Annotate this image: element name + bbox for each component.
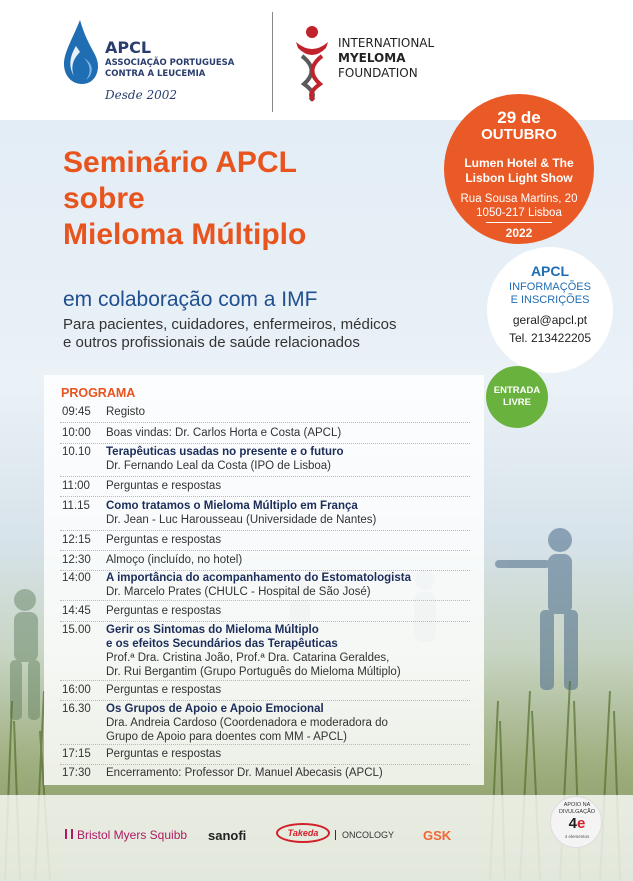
4e-label-line2: DIVULGAÇÃO [558,808,596,815]
audience-line2: e outros profissionais de saúde relacionados [63,334,360,351]
program-separator [60,496,470,497]
program-speaker: Dr. Jean - Luc Harousseau (Universidade de Nantes) [106,514,377,526]
program-speaker-cont: Grupo de Apoio para doentes com MM - APCL) [106,731,347,743]
program-separator [60,680,470,681]
audience-line1: Para pacientes, cuidadores, enfermeiros, médicos [63,316,397,333]
program-separator [60,476,470,477]
free-entry-line2: LIVRE [503,397,531,408]
program-panel [44,375,484,785]
program-description: Encerramento: Professor Dr. Manuel Abecasis (APCL) [106,767,383,779]
program-separator [60,422,470,423]
4e-badge [550,796,602,848]
program-speaker-cont: Dr. Rui Bergantim (Grupo Português do Mieloma Múltiplo) [106,666,401,678]
program-time: 12:15 [62,534,91,546]
program-separator [60,700,470,701]
program-separator [60,744,470,745]
program-time: 11:00 [62,480,90,492]
program-topic-cont: e os efeitos Secundários das Terapêuticas [106,638,338,650]
event-date-badge [444,94,594,244]
program-speaker: Dra. Andreia Cardoso (Coordenadora e moderadora do [106,717,388,729]
seminar-subtitle: em colaboração com a IMF [63,288,318,311]
4e-label [551,802,603,815]
program-separator [60,600,470,601]
address-line2: 1050-217 Lisboa [476,207,562,219]
program-time: 17:15 [62,748,91,760]
program-time: 17:30 [62,767,91,779]
program-separator [60,621,470,622]
program-description: Perguntas e respostas [106,605,222,617]
bms-icon [65,829,73,839]
program-heading: PROGRAMA [61,386,136,400]
program-separator [60,443,470,444]
program-description: Boas vindas: Dr. Carlos Horta e Costa (APCL) [106,427,342,439]
program-description [106,702,476,744]
bms-logo [65,828,187,842]
badge-divider [486,222,552,223]
contact-email-link[interactable]: geral@apcl.pt [512,313,588,327]
imf-logo [290,22,490,102]
program-separator [60,530,470,531]
program-time: 11.15 [62,500,90,512]
event-address [444,192,594,220]
title-line3: Mieloma Múltiplo [63,218,307,251]
program-topic: A importância do acompanhamento do Estomatologista [106,572,411,584]
gsk-logo: GSK [423,828,452,843]
event-day: 29 de [497,108,541,127]
program-topic: Gerir os Sintomas do Mieloma Múltiplo [106,624,319,636]
program-topic: Como tratamos o Mieloma Múltiplo em França [106,500,358,512]
takeda-logo: Takeda [276,823,330,843]
apcl-drop-icon [60,18,102,88]
apcl-full-line2: CONTRA A LEUCEMIA [105,69,206,79]
program-description: Registo [106,406,145,418]
program-description: Perguntas e respostas [106,748,222,760]
program-time: 14:00 [62,572,91,584]
title-line2: sobre [63,182,145,215]
4e-label-line1: APOIO NA [563,802,591,808]
program-description: Almoço (incluído, no hotel) [106,554,243,566]
oncology-label: ONCOLOGY [335,830,394,840]
imf-name [338,36,434,81]
free-entry-badge [486,366,548,428]
4e-logo [551,815,603,832]
program-description [106,623,476,679]
imf-line1: INTERNATIONAL [338,36,435,50]
venue-line2: Lisbon Light Show [465,171,573,185]
sanofi-logo: sanofi [208,828,247,843]
event-month: OUTUBRO [481,126,557,143]
program-separator [60,764,470,765]
header-divider [272,12,273,112]
contact-info-line2: E INSCRIÇÕES [510,294,590,306]
program-time: 10:00 [62,427,91,439]
event-year: 2022 [505,226,533,240]
contact-badge [487,247,613,373]
address-line1: Rua Sousa Martins, 20 [460,193,578,205]
program-description [106,571,476,599]
imf-figure-icon [290,22,334,102]
bms-name: Bristol Myers Squibb [77,828,188,842]
apcl-since: Desde 2002 [105,88,178,102]
contact-phone[interactable]: Tel. 213422205 [508,331,592,345]
program-time: 09:45 [62,406,91,418]
apcl-full-name [105,58,265,80]
contact-info-label [487,281,613,307]
apcl-name: APCL [105,38,152,57]
venue-line1: Lumen Hotel & The [464,156,574,170]
event-venue [444,156,594,186]
4e-subtext: 4 elementos [564,834,590,839]
4e-letter: e [577,815,586,832]
program-description: Perguntas e respostas [106,534,222,546]
title-line1: Seminário APCL [63,146,297,179]
program-time: 14:45 [62,605,91,617]
4e-number: 4 [568,815,577,832]
contact-info-line1: INFORMAÇÕES [509,281,591,293]
program-speaker: Prof.ª Dra. Cristina João, Prof.ª Dra. Catarina Geraldes, [106,652,390,664]
program-speaker: Dr. Marcelo Prates (CHULC - Hospital de São José) [106,586,371,598]
apcl-full-line1: ASSOCIAÇÃO PORTUGUESA [105,58,235,68]
program-topic: Terapêuticas usadas no presente e o futuro [106,446,344,458]
sponsor-bar [0,795,633,881]
seminar-title [63,145,443,253]
contact-org: APCL [530,263,570,279]
apcl-logo [60,18,250,108]
program-separator [60,550,470,551]
program-description: Perguntas e respostas [106,684,222,696]
program-topic: Os Grupos de Apoio e Apoio Emocional [106,703,324,715]
program-speaker: Dr. Fernando Leal da Costa (IPO de Lisboa) [106,460,332,472]
program-description [106,499,476,527]
imf-line2: MYELOMA [338,51,406,65]
free-entry-line1: ENTRADA [493,385,541,396]
program-time: 15.00 [62,624,91,636]
program-time: 16.30 [62,703,91,715]
program-time: 10.10 [62,446,91,458]
program-time: 16:00 [62,684,91,696]
program-description: Perguntas e respostas [106,480,222,492]
program-description [106,445,476,473]
program-time: 12:30 [62,554,91,566]
target-audience [63,316,443,352]
imf-line3: FOUNDATION [338,66,418,80]
